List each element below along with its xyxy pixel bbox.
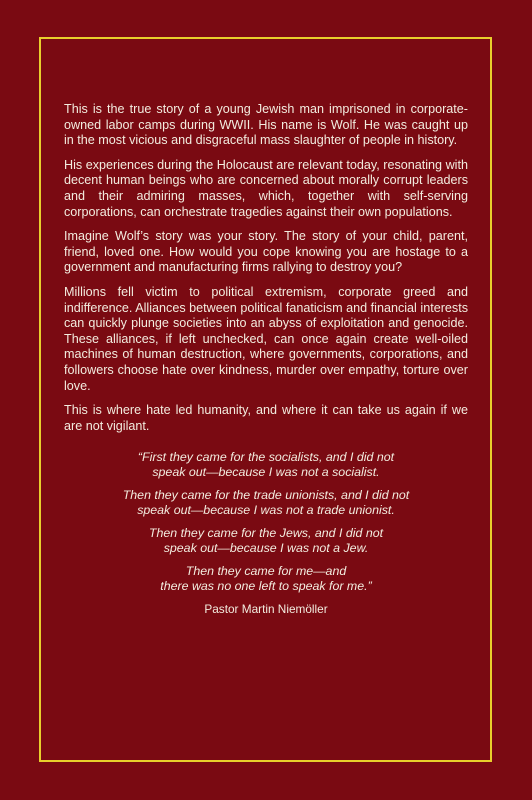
paragraph-extremism: Millions fell victim to political extremism, corporate greed and indifference. Alliances between political fanaticism and financial interests can quickly plunge societies into an abyss of exploitation and genocide. These alliances, if left unchecked, can once again create well-oiled machines of human destruction, where governments, corporations, and followers choose hate over kindness, murder over empathy, torture over love. <box>64 284 468 393</box>
paragraph-imagine: Imagine Wolf’s story was your story. The story of your child, parent, friend, loved one. How would you cope knowing you are hostage to a government and manufacturing firms rallying to destroy you? <box>64 229 468 275</box>
quote-stanza-jews: Then they came for the Jews, and I did not speak out—because I was not a Jew. <box>148 526 384 556</box>
quote-stanza-me: Then they came for me—and there was no one left to speak for me.” <box>160 564 372 594</box>
cover-text-block <box>64 102 468 617</box>
quote-attribution: Pastor Martin Niemöller <box>204 602 328 617</box>
quote-stanza-socialists: “First they came for the socialists, and I did not speak out—because I was not a socialist. <box>137 450 395 480</box>
paragraph-intro: This is the true story of a young Jewish man imprisoned in corporate-owned labor camps during WWII. His name is Wolf. He was caught up in the most vicious and disgraceful mass slaughter of people in history. <box>64 102 468 148</box>
quote-stanza-trade-unionists: Then they came for the trade unionists, and I did not speak out—because I was not a trade unionist. <box>122 488 410 518</box>
paragraph-vigilance: This is where hate led humanity, and where it can take us again if we are not vigilant. <box>64 403 468 433</box>
paragraph-relevance: His experiences during the Holocaust are relevant today, resonating with decent human beings who are concerned about morally corrupt leaders and their admiring masses, which, together with self-serving corporations, can orchestrate tragedies against their own populations. <box>64 157 468 219</box>
niemoller-quote <box>64 450 468 617</box>
